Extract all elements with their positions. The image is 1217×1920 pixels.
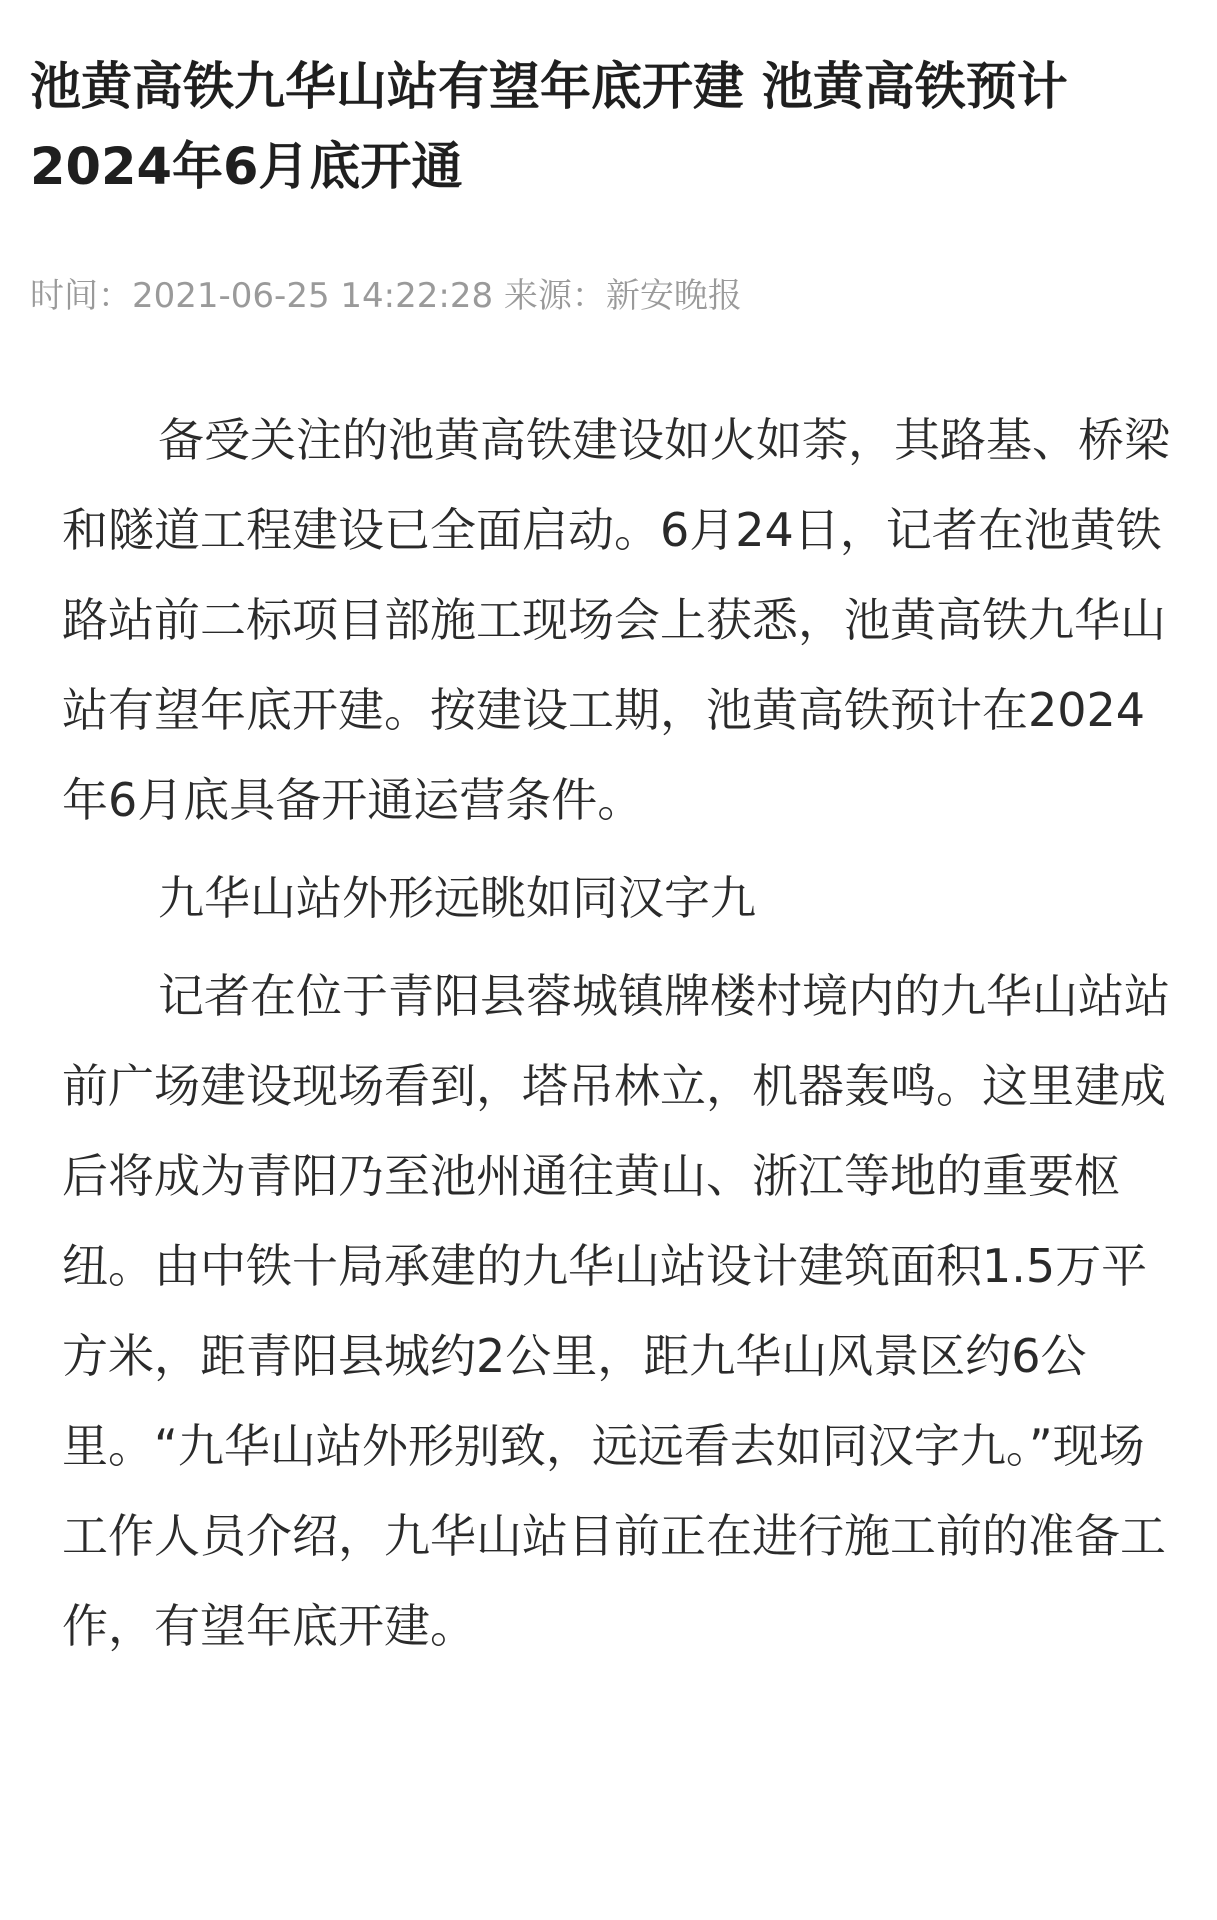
time-label: 时间： <box>30 276 132 316</box>
article-meta <box>30 272 1180 320</box>
paragraph-body: 记者在位于青阳县蓉城镇牌楼村境内的九华山站站前广场建设现场看到，塔吊林立，机器轰鸣。这里建成后将成为青阳乃至池州通往黄山、浙江等地的重要枢纽。由中铁十局承建的九华山站设计建筑面积1.5万平方米，距青阳县城约2公里，距九华山风景区约6公里。“九华山站外形别致，远远看去如同汉字九。”现场工作人员介绍，九华山站目前正在进行施工前的准备工作，有望年底开建。 <box>62 969 1170 1653</box>
paragraph-lead: 备受关注的池黄高铁建设如火如荼，其路基、桥梁和隧道工程建设已全面启动。6月24日，记者在池黄铁路站前二标项目部施工现场会上获悉，池黄高铁九华山站有望年底开建。按建设工期，池黄高铁预计在2024年6月底具备开通运营条件。 <box>62 413 1170 827</box>
source-name: 新安晚报 <box>605 276 742 316</box>
article-title: 池黄高铁九华山站有望年底开建 池黄高铁预计2024年6月底开通 <box>30 58 1068 197</box>
publish-time: 2021-06-25 14:22:28 <box>132 276 494 316</box>
section-subheading: 九华山站外形远眺如同汉字九 <box>158 871 756 925</box>
article-body <box>62 395 1172 1671</box>
source-label: 来源： <box>503 276 606 316</box>
